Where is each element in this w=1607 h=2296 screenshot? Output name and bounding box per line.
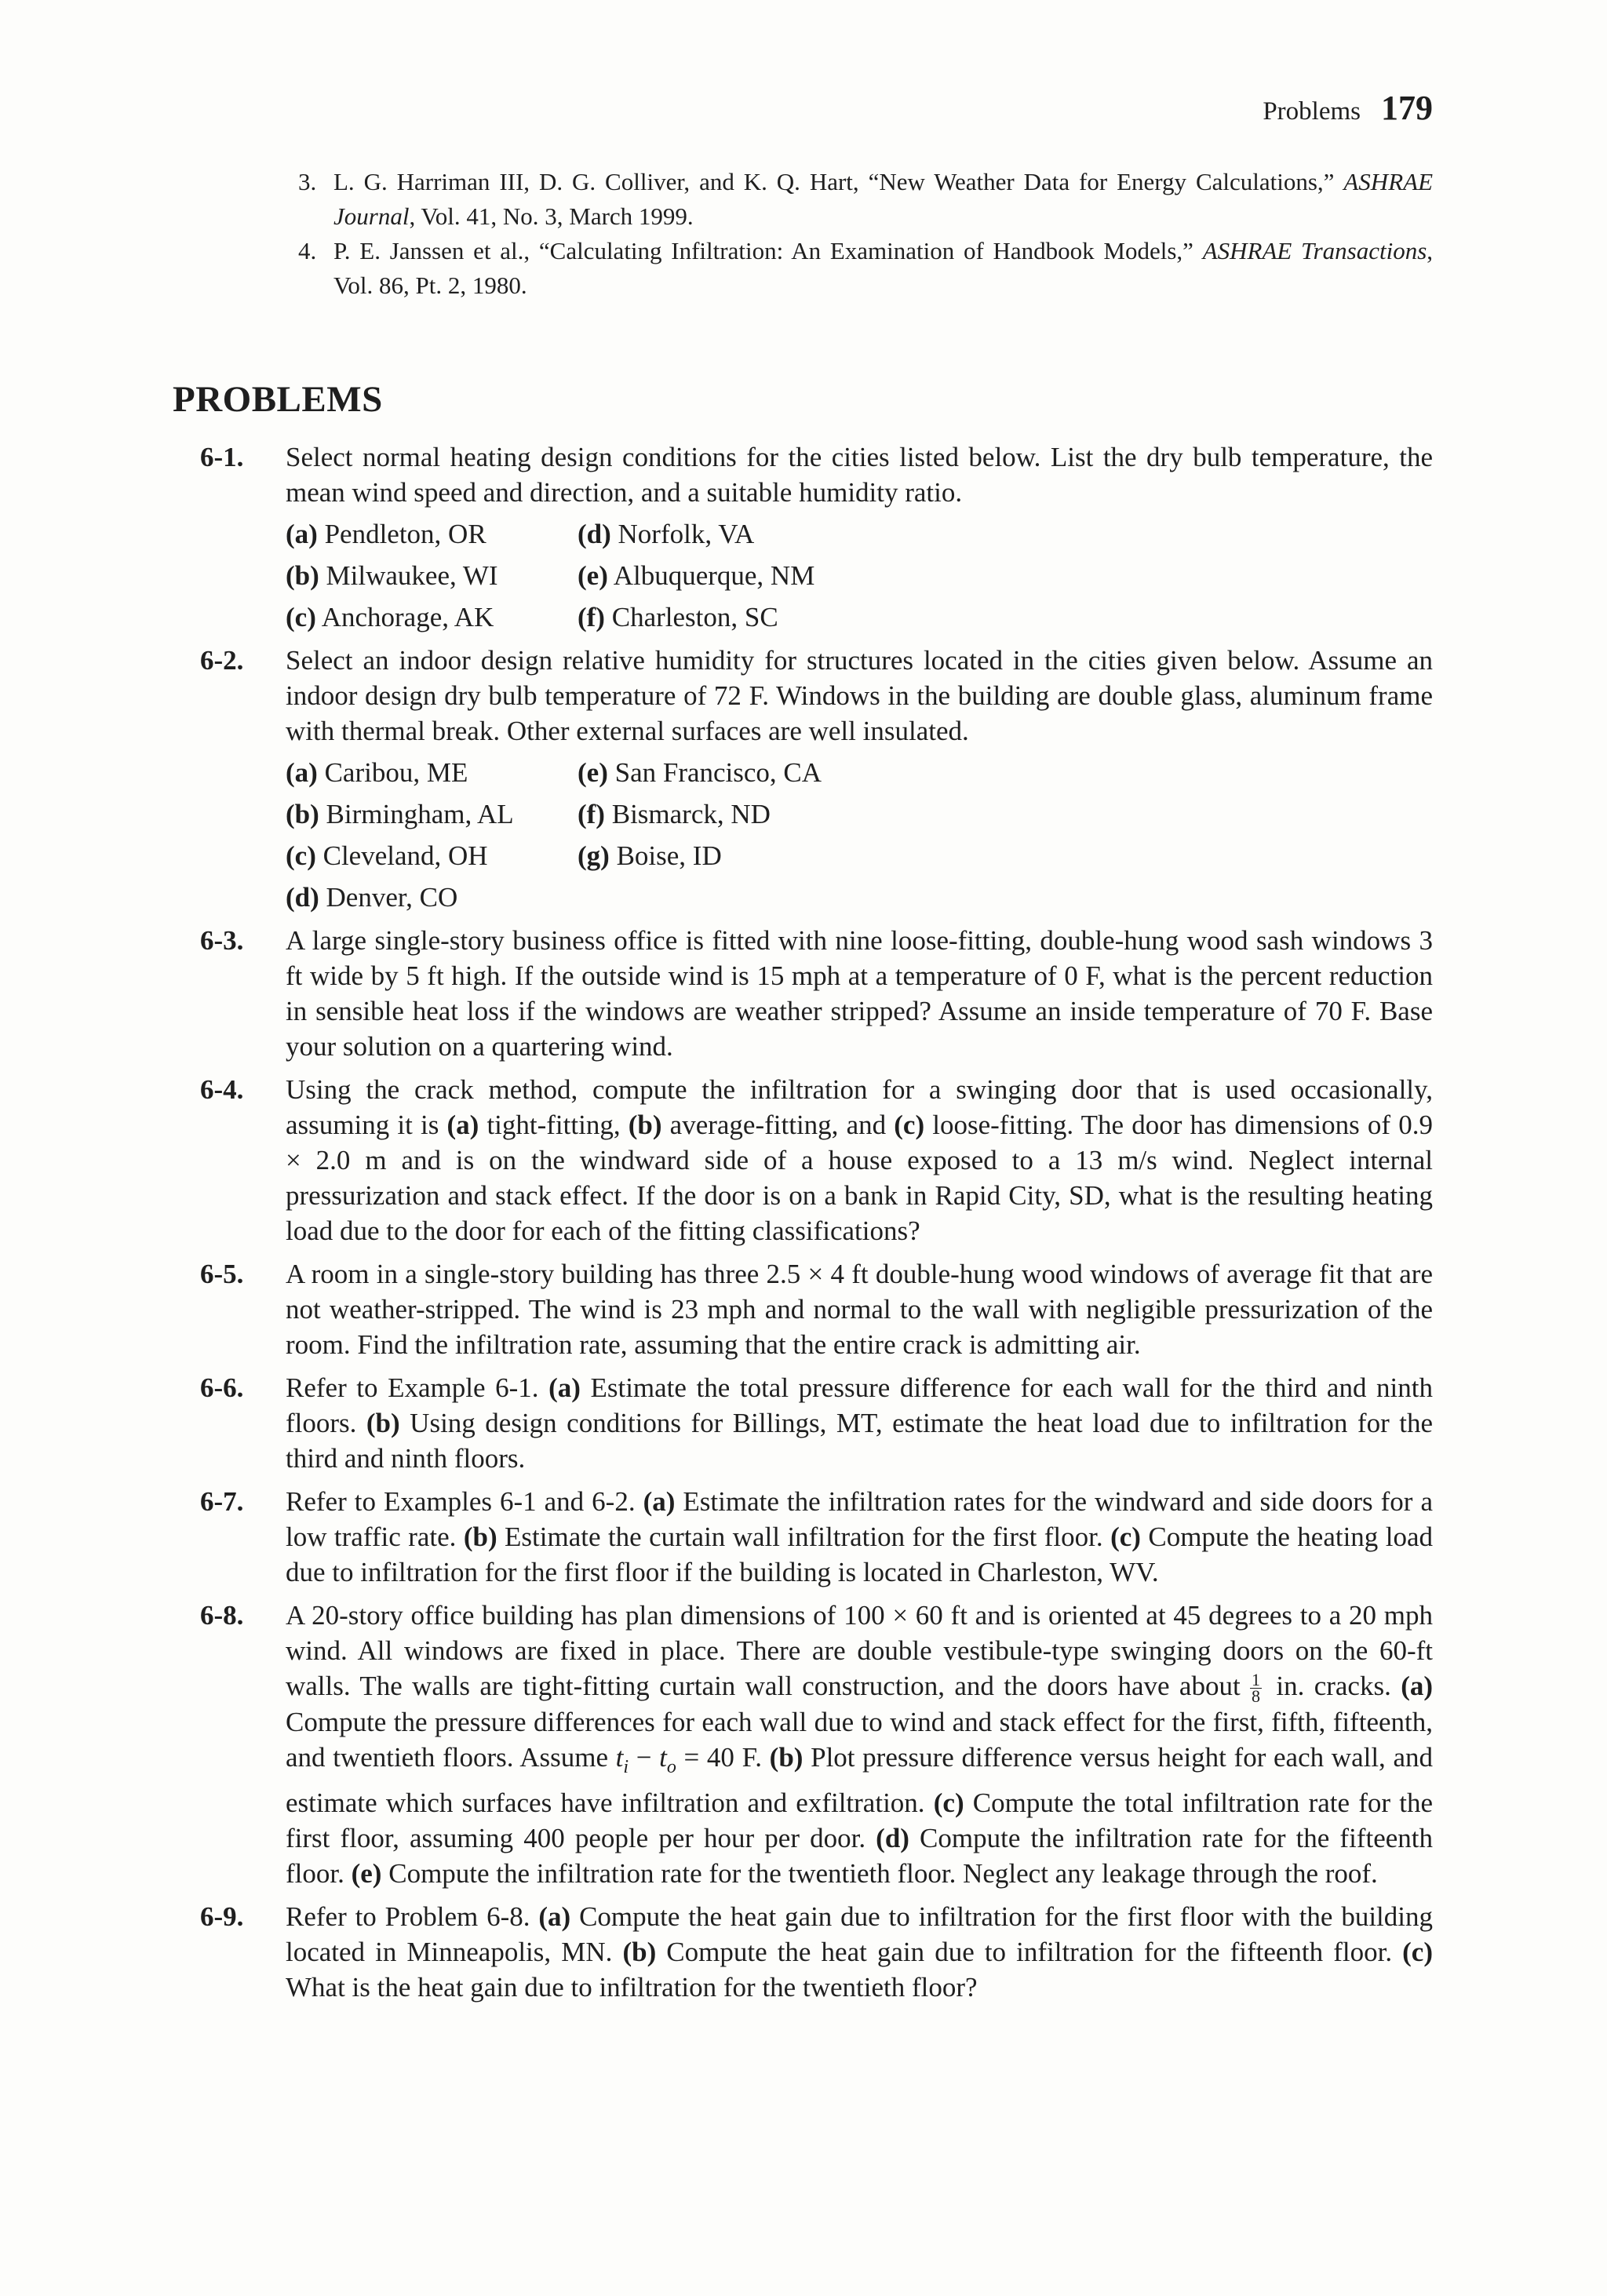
reference-item: [298, 165, 1433, 234]
reference-authors: P. E. Janssen et al., “Calculating Infiltration: An Examination of Handbook Models,”: [333, 237, 1193, 264]
problem-text: Refer to Problem 6-8. (a) Compute the heat gain due to infiltration for the first floor with the building located in Minneapolis, MN. (b) Compute the heat gain due to infiltration for the fifteenth floor. (c) What is the heat gain due to infiltration for the twentieth floor?: [286, 1901, 1434, 2003]
fraction-one-eighth: $\frac{1}{8}$: [1252, 1670, 1261, 1707]
problem-6-2: [173, 643, 1433, 915]
problem-6-1: [173, 439, 1433, 635]
problem-text: A room in a single-story building has three 2.5 × 4 ft double-hung wood windows of average fit that are not weather-stripped. The wind is 23 mph and normal to the wall with negligible pressurization of the room. Find the infiltration rate, assuming that the entire crack is admitting air.: [286, 1259, 1433, 1360]
problem-text: Refer to Example 6-1. (a) Estimate the total pressure difference for each wall for the third and ninth floors. (b) Using design conditions for Billings, MT, estimate the heat load due to infiltration for the third and ninth floors.: [286, 1372, 1433, 1474]
running-head-label: Problems: [1263, 97, 1361, 126]
reference-item: [298, 234, 1433, 303]
problem-number: 6-7.: [200, 1486, 244, 1517]
problem-6-6: [173, 1370, 1433, 1476]
city-item: (c) Cleveland, OH: [286, 840, 488, 871]
problem-number: 6-5.: [200, 1259, 244, 1289]
reference-number: 4.: [298, 237, 317, 264]
city-item: (c) Anchorage, AK: [286, 602, 494, 632]
city-item: (a) Pendleton, OR: [286, 519, 486, 549]
reference-details: , Vol. 41, No. 3, March 1999.: [409, 202, 694, 230]
city-list: [286, 755, 1433, 915]
problem-text: A large single-story business office is fitted with nine loose-fitting, double-hung wood sash windows 3 ft wide by 5 ft high. If the outside wind is 15 mph at a temperature of 0 F, what is the percent reduction in sensible heat loss if the windows are weather stripped? Assume an inside temperature of 70 F. Base your solution on a quartering wind.: [286, 925, 1433, 1062]
problem-text: Select an indoor design relative humidity for structures located in the cities given below. Assume an indoor design dry bulb temperature of 72 F. Windows in the building are double glass, aluminum frame with thermal break. Other external surfaces are well insulated.: [286, 645, 1433, 746]
problem-6-9: [173, 1899, 1433, 2005]
city-item: (e) San Francisco, CA: [578, 757, 822, 788]
reference-authors: L. G. Harriman III, D. G. Colliver, and K. Q. Hart, “New Weather Data for Energy Calculations,”: [333, 168, 1335, 195]
problem-6-4: [173, 1072, 1433, 1248]
city-item: (a) Caribou, ME: [286, 757, 468, 788]
problem-list: [173, 439, 1433, 2013]
reference-details: , Vol. 86, Pt. 2, 1980.: [333, 237, 1434, 299]
problem-number: 6-8.: [200, 1600, 244, 1631]
reference-journal: ASHRAE Journal: [333, 168, 1434, 230]
problem-number: 6-2.: [200, 645, 244, 676]
problem-number: 6-3.: [200, 925, 244, 956]
city-item: (f) Bismarck, ND: [578, 799, 771, 829]
problem-6-7: [173, 1484, 1433, 1590]
problem-text: Refer to Examples 6-1 and 6-2. (a) Estimate the infiltration rates for the windward and side doors for a low traffic rate. (b) Estimate the curtain wall infiltration for the first floor. (c) Compute the heating load due to infiltration for the first floor if the building is located in Charleston, WV.: [286, 1486, 1434, 1587]
city-item: (b) Birmingham, AL: [286, 799, 514, 829]
problem-number: 6-4.: [200, 1074, 244, 1105]
city-item: (f) Charleston, SC: [578, 602, 778, 632]
city-list: [286, 516, 1433, 635]
running-head: [1263, 88, 1433, 128]
problem-text: Using the crack method, compute the infiltration for a swinging door that is used occasionally, assuming it is (a) tight-fitting, (b) average-fitting, and (c) loose-fitting. The door has dimensions of 0.9 × 2.0 m and is on the windward side of a house exposed to a 13 m/s wind. Neglect internal pressurization and stack effect. If the door is on a bank in Rapid City, SD, what is the resulting heating load due to the door for each of the fitting classifications?: [286, 1074, 1433, 1246]
problem-6-8: [173, 1598, 1433, 1891]
problem-text: A 20-story office building has plan dimensions of 100 × 60 ft and is oriented at 45 degrees to a 20 mph wind. All windows are fixed in place. There are double vestibule-type swinging doors on the 60-ft walls. The walls are tight-fitting curtain wall construction, and the doors have about $\frac{1}{8}$ in. cracks. (a) Compute the pressure differences for each wall due to wind and stack effect for the first, fifth, fifteenth, and twentieth floors. Assume $t_i - t_o = 40$ F. (b) Plot pressure difference versus height for each wall, and estimate which surfaces have infiltration and exfiltration. (c) Compute the total infiltration rate for the first floor, assuming 400 people per hour per door. (d) Compute the infiltration rate for the fifteenth floor. (e) Compute the infiltration rate for the twentieth floor. Neglect any leakage through the roof.: [286, 1600, 1433, 1890]
problem-6-5: [173, 1256, 1433, 1362]
city-item: (b) Milwaukee, WI: [286, 560, 498, 591]
city-item: (d) Norfolk, VA: [578, 519, 755, 549]
city-item: (g) Boise, ID: [578, 840, 722, 871]
page-number: 179: [1381, 89, 1433, 127]
section-title: PROBLEMS: [173, 379, 383, 420]
city-item: (d) Denver, CO: [286, 882, 458, 913]
reference-number: 3.: [298, 168, 317, 195]
city-item: (e) Albuquerque, NM: [578, 560, 815, 591]
problem-number: 6-6.: [200, 1372, 244, 1403]
reference-list: [298, 165, 1433, 303]
problem-6-3: [173, 923, 1433, 1064]
problem-text: Select normal heating design conditions for the cities listed below. List the dry bulb temperature, the mean wind speed and direction, and a suitable humidity ratio.: [286, 442, 1433, 508]
problem-number: 6-1.: [200, 442, 244, 472]
reference-journal: ASHRAE Transactions: [1202, 237, 1427, 264]
problem-number: 6-9.: [200, 1901, 244, 1933]
